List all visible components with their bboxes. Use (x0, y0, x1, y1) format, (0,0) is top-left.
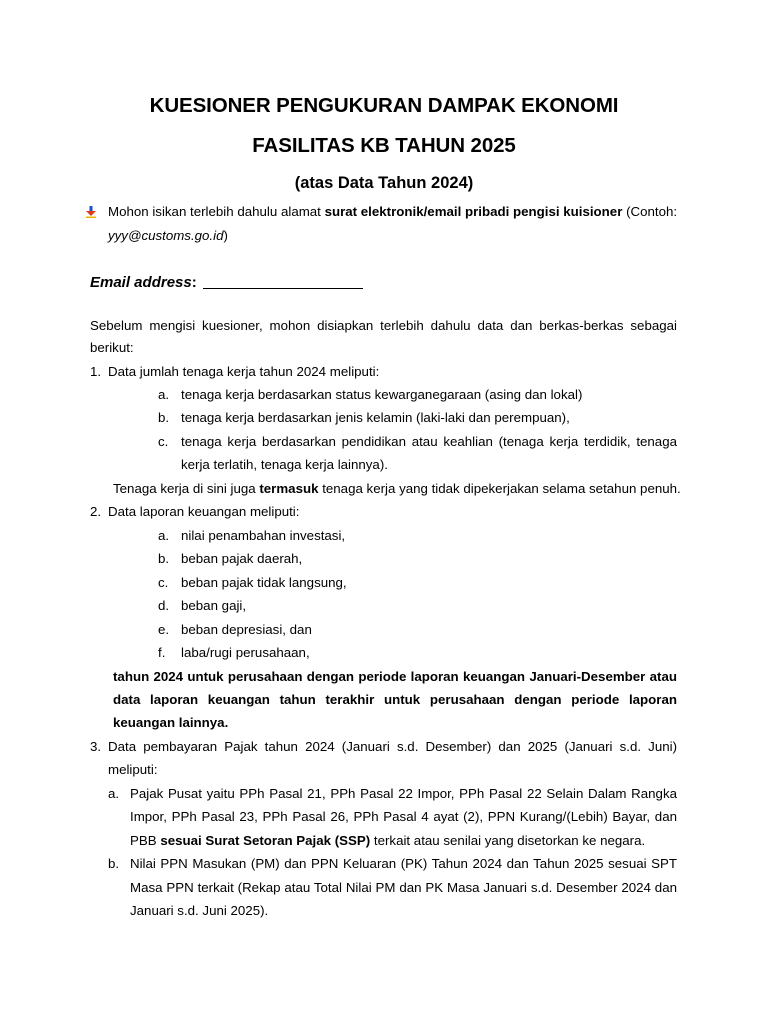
section-3-number: 3. (90, 739, 102, 754)
list-item: laba/rugi perusahaan, (181, 645, 310, 660)
note-example-email: yyy@customs.go.id (108, 228, 224, 243)
list-item: beban depresiasi, dan (181, 622, 312, 637)
list-item: beban pajak daerah, (181, 551, 303, 566)
subtitle: (atas Data Tahun 2024) (294, 174, 474, 192)
section-3b-line-3: Januari s.d. Juni 2025). (130, 903, 269, 918)
section-1-text: Data jumlah tenaga kerja tahun 2024 meliputi: (108, 364, 380, 379)
note-bold: surat elektronik/email pribadi pengisi kuisioner (324, 204, 623, 219)
section-3b-line-1: Nilai PPN Masukan (PM) dan PPN Keluaran (PK) Tahun 2024 dan Tahun 2025 sesuai SPT (130, 856, 677, 871)
email-blank-line[interactable] (203, 274, 363, 289)
note-line-2: yyy@customs.go.id) (108, 228, 228, 243)
section-1-note: Tenaga kerja di sini juga termasuk tenaga kerja yang tidak dipekerjakan selama setahun penuh. (113, 481, 681, 496)
email-address-field[interactable]: Email address: (90, 272, 363, 294)
section-2-number: 2. (90, 504, 102, 519)
list-item: beban gaji, (181, 598, 247, 613)
section-1-number: 1. (90, 364, 102, 379)
list-marker: c. (158, 434, 169, 449)
section-3a-line-1: Pajak Pusat yaitu PPh Pasal 21, PPh Pasal 22 Impor, PPh Pasal 22 Selain Dalam Rangka (130, 786, 677, 801)
list-item: tenaga kerja berdasarkan status kewarganegaraan (asing dan lokal) (181, 387, 583, 402)
list-item: beban pajak tidak langsung, (181, 575, 347, 590)
list-item: tenaga kerja berdasarkan pendidikan atau keahlian (tenaga kerja terdidik, tenaga (181, 434, 677, 449)
ssp-emphasis: sesuai Surat Setoran Pajak (SSP) (160, 833, 371, 848)
section-2-bold-line-2: data laporan keuangan tahun terakhir untuk perusahaan dengan periode laporan (113, 692, 677, 707)
section-3-line-1: Data pembayaran Pajak tahun 2024 (Januari s.d. Desember) dan 2025 (Januari s.d. Juni) (108, 739, 677, 754)
list-item: nilai penambahan investasi, (181, 528, 346, 543)
list-item: tenaga kerja berdasarkan jenis kelamin (laki-laki dan perempuan), (181, 410, 570, 425)
list-marker: d. (158, 598, 170, 613)
list-marker: a. (158, 387, 170, 402)
list-item-continuation: kerja terlatih, tenaga kerja lainnya). (181, 457, 388, 472)
note-emphasis: termasuk (259, 481, 319, 496)
list-marker: a. (158, 528, 170, 543)
list-marker: e. (158, 622, 170, 637)
section-3a-line-2: Impor, PPh Pasal 23, PPh Pasal 26, PPh Pasal 4 ayat (2), PPN Kurang/(Lebih) Bayar, dan (130, 809, 677, 824)
list-marker: b. (158, 551, 170, 566)
note-example-prefix: (Contoh: (622, 204, 678, 219)
section-3a-line-3: PBB sesuai Surat Setoran Pajak (SSP) terkait atau senilai yang disetorkan ke negara. (130, 833, 646, 848)
section-2-text: Data laporan keuangan meliputi: (108, 504, 300, 519)
list-marker: b. (108, 856, 120, 871)
title-line-1: KUESIONER PENGUKURAN DAMPAK EKONOMI (149, 94, 619, 117)
list-marker: b. (158, 410, 170, 425)
note-text: Mohon isikan terlebih dahulu alamat (108, 204, 325, 219)
section-3b-line-2: Masa PPN terkait (Rekap atau Total Nilai PM dan PK Masa Januari s.d. Desember 2024 dan (130, 880, 677, 895)
note-line-1 (108, 200, 678, 224)
intro-line-2: berikut: (90, 340, 134, 355)
list-marker: f. (158, 645, 166, 660)
list-marker: c. (158, 575, 169, 590)
title-line-2: FASILITAS KB TAHUN 2025 (252, 134, 516, 157)
intro-line-1: Sebelum mengisi kuesioner, mohon disiapkan terlebih dahulu data dan berkas-berkas sebagai (90, 318, 677, 333)
email-label: Email address (90, 274, 192, 291)
list-marker: a. (108, 786, 120, 801)
arrow-bullet-icon (86, 206, 96, 218)
section-2-bold-line-1: tahun 2024 untuk perusahaan dengan periode laporan keuangan Januari-Desember atau (113, 669, 677, 684)
section-3-line-2: meliputi: (108, 762, 158, 777)
section-2-bold-line-3: keuangan lainnya. (113, 715, 229, 730)
